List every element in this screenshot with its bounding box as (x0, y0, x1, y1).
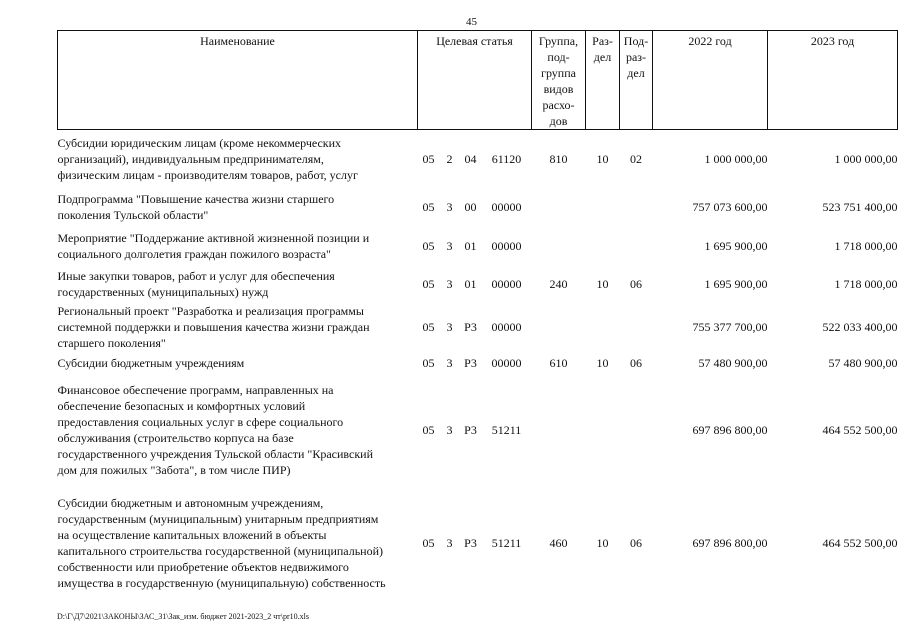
row-name-line: Иные закупки товаров, работ и услуг для обеспечения (57, 268, 335, 283)
cell-y2022: 697 896 800,00 (692, 422, 768, 437)
cell-c1: 05 (422, 422, 435, 437)
cell-subsection (620, 374, 653, 486)
header-group (532, 31, 586, 130)
cell-section (586, 374, 620, 486)
header-subsection-line: раз- (625, 50, 647, 64)
cell-section: 10 (596, 151, 609, 166)
cell-y2023: 464 552 500,00 (822, 535, 898, 550)
cell-subsection (620, 302, 653, 352)
row-name (58, 486, 418, 600)
header-group-line: группа (541, 66, 576, 80)
header-section-line: Раз- (592, 34, 613, 48)
cell-c4: 00000 (491, 238, 522, 253)
cell-subsection: 06 (630, 276, 643, 291)
row-name (58, 266, 418, 302)
header-section (586, 31, 620, 130)
header-name: Наименование (58, 31, 418, 130)
cell-c2: 3 (446, 276, 453, 291)
header-subsection-line: дел (627, 66, 645, 80)
cell-c4: 00000 (491, 355, 522, 370)
cell-y2023: 522 033 400,00 (822, 319, 898, 334)
cell-subsection: 06 (630, 535, 643, 550)
header-section-line: дел (593, 50, 612, 64)
table-row (58, 188, 898, 226)
cell-section: 10 (596, 355, 609, 370)
cell-group: 460 (549, 535, 568, 550)
cell-y2022: 757 073 600,00 (692, 199, 768, 214)
cell-c1: 05 (422, 355, 435, 370)
cell-subsection: 02 (630, 151, 643, 166)
row-name-line: обеспечение безопасных и комфортных условий (57, 398, 306, 413)
header-group-line: под- (547, 50, 570, 64)
table-row (58, 374, 898, 486)
cell-section: 10 (596, 535, 609, 550)
row-name-line: старшего поколения" (57, 335, 166, 350)
cell-group: 810 (549, 151, 568, 166)
cell-c3: 01 (464, 238, 477, 253)
table-row (58, 302, 898, 352)
row-name-line: Финансовое обеспечение программ, направленных на (57, 382, 334, 397)
cell-c3: P3 (464, 319, 477, 334)
row-name (58, 352, 418, 374)
cell-y2022: 1 000 000,00 (704, 151, 768, 166)
cell-c2: 3 (446, 319, 453, 334)
header-group-line: Группа, (538, 34, 579, 48)
cell-group (532, 302, 586, 352)
row-name-line: государственных (муниципальных) нужд (57, 284, 269, 299)
row-name-line: государственного учреждения Тульской области "Красивский (57, 446, 373, 461)
page-number: 45 (466, 16, 477, 28)
table-row (58, 266, 898, 302)
cell-c1: 05 (422, 199, 435, 214)
cell-c3: P3 (464, 422, 477, 437)
cell-c1: 05 (422, 238, 435, 253)
row-name (58, 302, 418, 352)
row-name-line: капитального строительства государственной (муниципальной) (57, 543, 384, 558)
row-name-line: системной поддержки и повышения качества жизни граждан (57, 319, 370, 334)
row-name-line: социального долголетия граждан пожилого возраста" (57, 246, 331, 261)
cell-c1: 05 (422, 151, 435, 166)
cell-c2: 3 (446, 422, 453, 437)
row-name-line: имущества в государственную (муниципальную) собственность (57, 575, 386, 590)
row-name-line: Субсидии бюджетным учреждениям (57, 355, 245, 370)
cell-y2023: 1 718 000,00 (834, 238, 898, 253)
budget-table (57, 30, 898, 600)
row-name (58, 130, 418, 188)
cell-c4: 61120 (491, 151, 522, 166)
cell-group: 610 (549, 355, 568, 370)
header-group-line: видов (543, 82, 574, 96)
header-target-article: Целевая статья (418, 31, 532, 130)
cell-group: 240 (549, 276, 568, 291)
cell-c2: 2 (446, 151, 453, 166)
cell-c3: P3 (464, 355, 477, 370)
row-name-line: дом для пожилых "Забота", в том числе ПИР) (57, 462, 291, 477)
cell-section (586, 188, 620, 226)
table-body (58, 130, 898, 600)
cell-subsection: 06 (630, 355, 643, 370)
row-name-line: организаций), индивидуальным предпринимателям, (57, 151, 324, 166)
cell-subsection (620, 188, 653, 226)
cell-c4: 00000 (491, 199, 522, 214)
cell-section (586, 226, 620, 266)
cell-c3: 01 (464, 276, 477, 291)
cell-c1: 05 (422, 319, 435, 334)
cell-c4: 51211 (491, 535, 522, 550)
cell-group (532, 226, 586, 266)
cell-y2023: 464 552 500,00 (822, 422, 898, 437)
cell-c3: 00 (464, 199, 477, 214)
row-name-line: Подпрограмма "Повышение качества жизни старшего (57, 191, 335, 206)
header-group-line: дов (549, 114, 568, 128)
header-row (58, 31, 898, 130)
header-year-2022: 2022 год (653, 31, 768, 130)
table-row (58, 130, 898, 188)
row-name-line: предоставления социальных услуг в сфере социального (57, 414, 344, 429)
cell-section (586, 302, 620, 352)
row-name-line: поколения Тульской области" (57, 207, 209, 222)
cell-y2022: 1 695 900,00 (704, 276, 768, 291)
file-path-footer: D:\Г\Д7\2021\ЗАКОНЫ\ЗАС_31\Зак_изм. бюджет 2021-2023_2 чт\pr10.xls (57, 612, 310, 621)
cell-group (532, 374, 586, 486)
row-name-line: Субсидии бюджетным и автономным учреждениям, (57, 495, 324, 510)
cell-section: 10 (596, 276, 609, 291)
cell-y2022: 57 480 900,00 (698, 355, 768, 370)
cell-c4: 00000 (491, 276, 522, 291)
cell-c2: 3 (446, 199, 453, 214)
cell-y2022: 755 377 700,00 (692, 319, 768, 334)
header-subsection-line: Под- (623, 34, 649, 48)
cell-c4: 51211 (491, 422, 522, 437)
cell-c2: 3 (446, 238, 453, 253)
row-name (58, 188, 418, 226)
table-row (58, 352, 898, 374)
row-name-line: собственности или приобретение объектов недвижимого (57, 559, 349, 574)
row-name-line: Мероприятие "Поддержание активной жизненной позиции и (57, 230, 370, 245)
header-subsection (620, 31, 653, 130)
cell-subsection (620, 226, 653, 266)
row-name-line: обслуживания (строительство корпуса на базе (57, 430, 294, 445)
row-name (58, 374, 418, 486)
cell-c2: 3 (446, 355, 453, 370)
header-year-2023: 2023 год (768, 31, 898, 130)
row-name-line: Региональный проект "Разработка и реализация программы (57, 303, 364, 318)
row-name-line: физическим лицам - производителям товаров, работ, услуг (57, 167, 358, 182)
cell-y2023: 57 480 900,00 (828, 355, 898, 370)
table-row (58, 226, 898, 266)
cell-y2022: 697 896 800,00 (692, 535, 768, 550)
cell-y2023: 523 751 400,00 (822, 199, 898, 214)
cell-c3: P3 (464, 535, 477, 550)
cell-y2023: 1 718 000,00 (834, 276, 898, 291)
cell-c4: 00000 (491, 319, 522, 334)
cell-y2022: 1 695 900,00 (704, 238, 768, 253)
row-name-line: на осуществление капитальных вложений в объекты (57, 527, 327, 542)
row-name (58, 226, 418, 266)
cell-c2: 3 (446, 535, 453, 550)
cell-c3: 04 (464, 151, 477, 166)
cell-c1: 05 (422, 535, 435, 550)
row-name-line: государственным (муниципальным) унитарным предприятиям (57, 511, 379, 526)
header-group-line: расхо- (542, 98, 575, 112)
cell-y2023: 1 000 000,00 (834, 151, 898, 166)
row-name-line: Субсидии юридическим лицам (кроме некоммерческих (57, 135, 342, 150)
cell-group (532, 188, 586, 226)
cell-c1: 05 (422, 276, 435, 291)
table-row (58, 486, 898, 600)
